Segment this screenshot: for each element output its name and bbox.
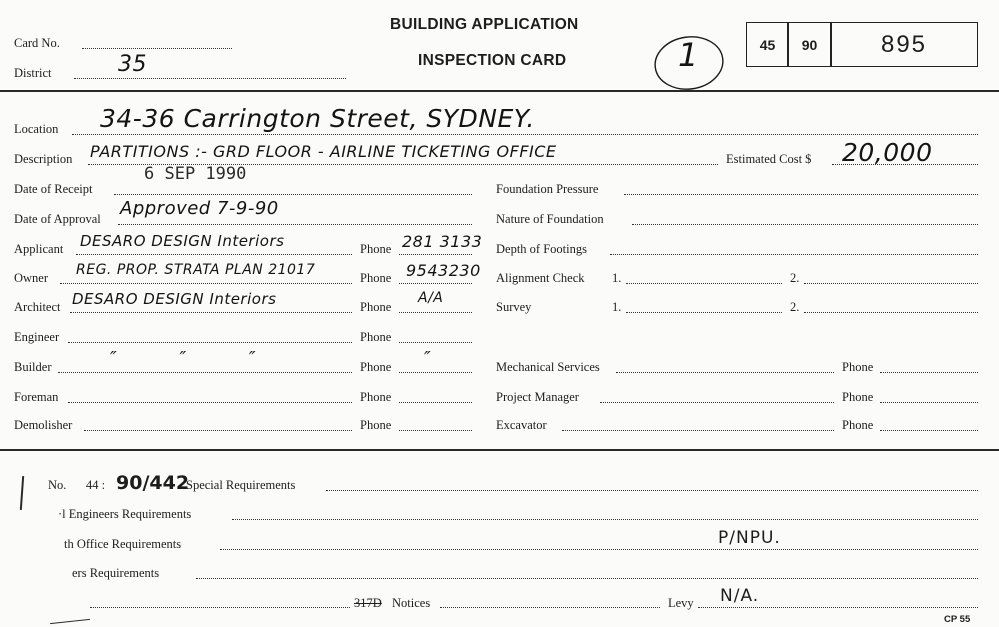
applicant-label: Applicant	[14, 242, 64, 256]
levy-line	[698, 607, 978, 608]
application-no-prefix: 44 :	[86, 478, 106, 492]
survey-line1	[626, 312, 782, 313]
alignment-check-line1	[626, 283, 782, 284]
margin-pencil-mark	[20, 476, 24, 510]
mechanical-services-phone-label: Phone	[842, 360, 874, 374]
ref-box-number: 895	[830, 22, 978, 67]
description-label: Description	[14, 152, 73, 166]
demolisher-line	[84, 430, 352, 431]
engineer-label: Engineer	[14, 330, 60, 344]
estimated-cost-label: Estimated Cost $	[726, 152, 812, 166]
survey-num1: 1.	[612, 300, 622, 314]
header-divider	[0, 90, 999, 92]
excavator-label: Excavator	[496, 418, 547, 432]
nature-of-foundation-line	[632, 224, 978, 225]
foundation-pressure-label: Foundation Pressure	[496, 182, 599, 196]
special-requirements-line	[326, 490, 978, 491]
demolisher-phone-label: Phone	[360, 418, 392, 432]
levy-label: Levy	[668, 596, 694, 610]
ref-box-part2: 90	[787, 22, 832, 67]
survey-num2: 2.	[790, 300, 800, 314]
applicant-value: DESARO DESIGN Interiors	[80, 232, 285, 250]
engineer-phone-line	[399, 342, 472, 343]
architect-line	[70, 312, 352, 313]
date-of-receipt-line	[114, 194, 472, 195]
builder-phone-line	[399, 372, 472, 373]
date-of-receipt-label: Date of Receipt	[14, 182, 93, 196]
district-line	[74, 78, 346, 79]
excavator-line	[562, 430, 834, 431]
card-no-label: Card No.	[14, 36, 60, 50]
notices-lead-line	[90, 607, 350, 608]
engineers-requirements-label: ·l Engineers Requirements	[58, 507, 192, 521]
foundation-pressure-line	[624, 194, 978, 195]
project-manager-line	[600, 402, 834, 403]
date-of-approval-label: Date of Approval	[14, 212, 101, 226]
owner-label: Owner	[14, 271, 49, 285]
excavator-phone-label: Phone	[842, 418, 874, 432]
builder-phone-value: ″	[424, 348, 432, 369]
foreman-phone-label: Phone	[360, 390, 392, 404]
description-value: PARTITIONS :- GRD FLOOR - AIRLINE TICKETING OFFICE	[90, 142, 557, 161]
mechanical-services-phone-line	[880, 372, 978, 373]
notices-line	[440, 607, 660, 608]
circled-mark-value: 1	[678, 36, 699, 74]
notices-prefix: 317D	[354, 596, 382, 610]
survey-line2	[804, 312, 978, 313]
project-manager-phone-line	[880, 402, 978, 403]
title-line2: INSPECTION CARD	[418, 52, 567, 69]
estimated-cost-value: 20,000	[842, 138, 933, 167]
district-value: 35	[118, 52, 147, 77]
architect-phone-label: Phone	[360, 300, 392, 314]
form-code: CP 55	[944, 614, 971, 625]
owner-phone-value: 9543230	[406, 261, 481, 280]
applicant-phone-line	[399, 254, 472, 255]
depth-of-footings-label: Depth of Footings	[496, 242, 587, 256]
builder-label: Builder	[14, 360, 52, 374]
requirements-divider	[0, 449, 999, 451]
ref-box-part1: 45	[746, 22, 789, 67]
excavator-phone-line	[880, 430, 978, 431]
others-requirements-label: ers Requirements	[72, 566, 160, 580]
date-of-approval-line	[118, 224, 472, 225]
notices-label: Notices	[392, 596, 431, 610]
date-of-approval-value: Approved 7-9-90	[120, 198, 279, 219]
application-no-label: No.	[48, 478, 67, 492]
foreman-label: Foreman	[14, 390, 59, 404]
application-no-value: 90/442	[116, 472, 190, 494]
title-line1: BUILDING APPLICATION	[390, 16, 579, 33]
owner-phone-line	[399, 283, 472, 284]
margin-stray-mark	[50, 619, 90, 624]
engineer-phone-label: Phone	[360, 330, 392, 344]
builder-phone-label: Phone	[360, 360, 392, 374]
foreman-line	[68, 402, 352, 403]
mechanical-services-line	[616, 372, 834, 373]
depth-of-footings-line	[610, 254, 978, 255]
architect-phone-line	[399, 312, 472, 313]
applicant-line	[76, 254, 352, 255]
health-office-requirements-label: th Office Requirements	[64, 537, 182, 551]
applicant-phone-label: Phone	[360, 242, 392, 256]
owner-value: REG. PROP. STRATA PLAN 21017	[76, 262, 316, 278]
location-label: Location	[14, 122, 59, 136]
applicant-phone-value: 281 3133	[402, 232, 483, 251]
alignment-check-line2	[804, 283, 978, 284]
location-line	[72, 134, 978, 135]
card-no-line	[82, 48, 232, 49]
project-manager-label: Project Manager	[496, 390, 579, 404]
builder-line	[58, 372, 352, 373]
special-requirements-label: Special Requirements	[186, 478, 296, 492]
foreman-phone-line	[399, 402, 472, 403]
owner-phone-label: Phone	[360, 271, 392, 285]
alignment-check-num2: 2.	[790, 271, 800, 285]
levy-value: N/A.	[720, 586, 760, 606]
mechanical-services-label: Mechanical Services	[496, 360, 600, 374]
survey-label: Survey	[496, 300, 532, 314]
alignment-check-num1: 1.	[612, 271, 622, 285]
others-requirements-line	[196, 578, 978, 579]
architect-label: Architect	[14, 300, 61, 314]
project-manager-phone-label: Phone	[842, 390, 874, 404]
demolisher-label: Demolisher	[14, 418, 73, 432]
builder-value: ″ ″ ″	[110, 348, 257, 369]
date-of-receipt-value: 6 SEP 1990	[144, 164, 247, 184]
district-label: District	[14, 66, 52, 80]
location-value: 34-36 Carrington Street, SYDNEY.	[100, 104, 535, 133]
nature-of-foundation-label: Nature of Foundation	[496, 212, 604, 226]
architect-value: DESARO DESIGN Interiors	[72, 290, 277, 308]
demolisher-phone-line	[399, 430, 472, 431]
health-office-value: P/NPU.	[718, 528, 781, 548]
engineers-requirements-line	[232, 519, 978, 520]
engineer-line	[68, 342, 352, 343]
owner-line	[60, 283, 352, 284]
alignment-check-label: Alignment Check	[496, 271, 585, 285]
architect-phone-value: A/A	[418, 290, 444, 306]
health-office-requirements-line	[220, 549, 978, 550]
